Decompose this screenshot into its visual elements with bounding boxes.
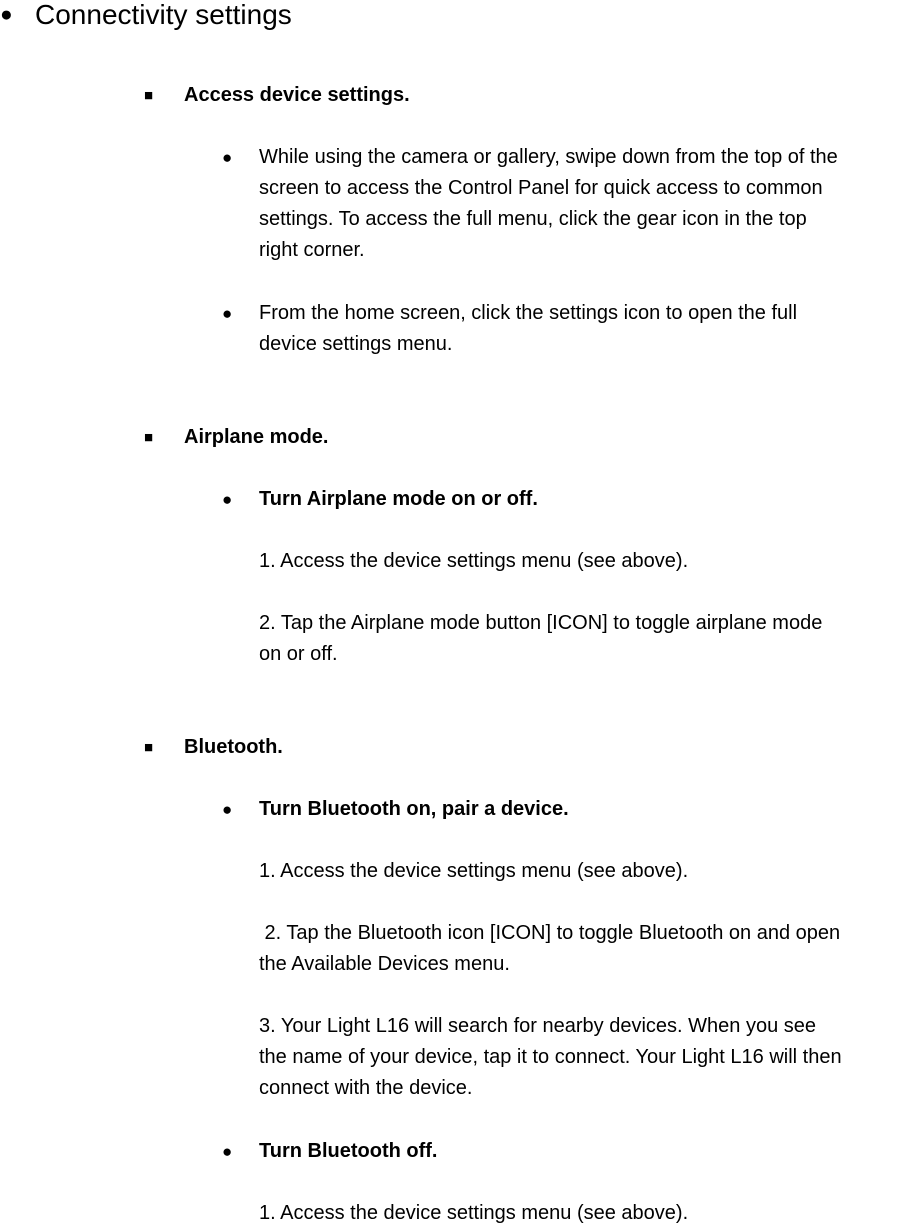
page-title: Connectivity settings: [35, 0, 292, 30]
list-bullet: ●: [222, 148, 233, 167]
step-line: 2. Tap the Airplane mode button [ICON] to toggle airplane mode: [259, 612, 823, 634]
section-heading-airplane: Airplane mode.: [184, 426, 329, 448]
square-bullet: ■: [144, 429, 154, 446]
list-bullet: ●: [222, 800, 233, 819]
paragraph-line: While using the camera or gallery, swipe down from the top of the: [259, 146, 838, 168]
paragraph-line: device settings menu.: [259, 333, 453, 355]
item-title: Turn Airplane mode on or off.: [259, 488, 538, 510]
step-line: the Available Devices menu.: [259, 953, 510, 975]
paragraph-line: right corner.: [259, 239, 365, 261]
item-title: Turn Bluetooth off.: [259, 1140, 438, 1162]
paragraph-line: screen to access the Control Panel for quick access to common: [259, 177, 823, 199]
step-line: 1. Access the device settings menu (see above).: [259, 860, 689, 882]
step-line: 2. Tap the Bluetooth icon [ICON] to toggle Bluetooth on and open: [259, 922, 841, 944]
step-line: 3. Your Light L16 will search for nearby devices. When you see: [259, 1015, 816, 1037]
step-line: the name of your device, tap it to connect. Your Light L16 will then: [259, 1046, 842, 1068]
step-line: 1. Access the device settings menu (see above).: [259, 550, 689, 572]
list-bullet: ●: [222, 1142, 233, 1161]
title-bullet: ●: [0, 3, 13, 26]
list-bullet: ●: [222, 304, 233, 323]
step-line: 1. Access the device settings menu (see above).: [259, 1202, 689, 1224]
item-title: Turn Bluetooth on, pair a device.: [259, 798, 569, 820]
paragraph-line: settings. To access the full menu, click the gear icon in the top: [259, 208, 807, 230]
paragraph-line: From the home screen, click the settings icon to open the full: [259, 302, 798, 324]
section-heading-bluetooth: Bluetooth.: [184, 736, 283, 758]
step-line: on or off.: [259, 643, 338, 665]
square-bullet: ■: [144, 739, 154, 756]
list-bullet: ●: [222, 490, 233, 509]
step-line: connect with the device.: [259, 1077, 473, 1099]
square-bullet: ■: [144, 87, 154, 104]
section-heading-access: Access device settings.: [184, 84, 410, 106]
